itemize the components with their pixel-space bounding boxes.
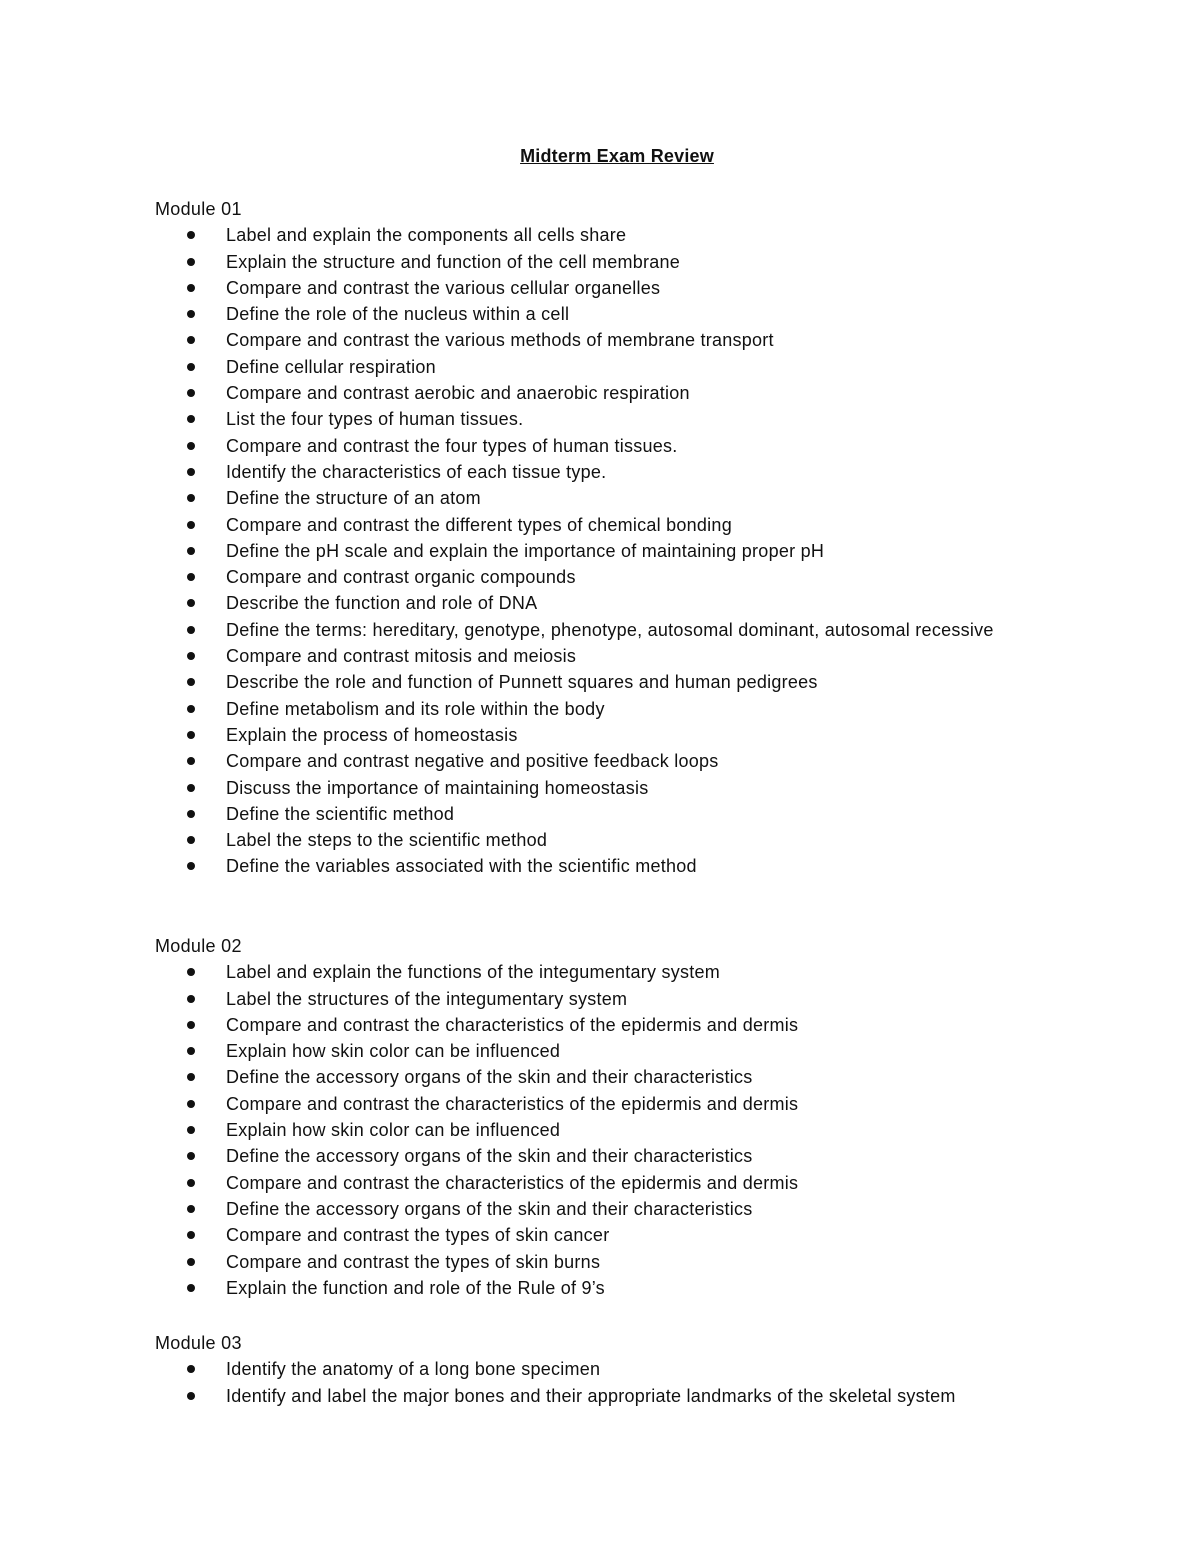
list-item xyxy=(155,485,1115,511)
bullet-icon xyxy=(187,652,195,660)
bullet-icon xyxy=(187,258,195,266)
list-item xyxy=(155,775,1115,801)
bullet-icon xyxy=(187,1073,195,1081)
list-item-text: Compare and contrast the types of skin burns xyxy=(226,1251,601,1272)
bullet-icon xyxy=(187,1100,195,1108)
list-item-text: Explain the process of homeostasis xyxy=(226,724,518,745)
bullet-icon xyxy=(187,547,195,555)
list-item-text: Define the role of the nucleus within a cell xyxy=(226,304,570,325)
bullet-icon xyxy=(187,784,195,792)
list-item xyxy=(155,222,1115,248)
list-item-text: Compare and contrast negative and positive feedback loops xyxy=(226,751,719,772)
list-item xyxy=(155,327,1115,353)
bullet-icon xyxy=(187,1047,195,1055)
bullet-icon xyxy=(187,442,195,450)
list-item xyxy=(155,1249,1115,1275)
list-item-text: Define metabolism and its role within the body xyxy=(226,698,605,719)
list-item-text: Compare and contrast the characteristics of the epidermis and dermis xyxy=(226,1014,799,1035)
objective-list xyxy=(155,959,1115,1301)
list-item xyxy=(155,643,1115,669)
bullet-icon xyxy=(187,1284,195,1292)
list-item xyxy=(155,959,1115,985)
list-item xyxy=(155,853,1115,879)
module-section xyxy=(155,1330,1115,1409)
list-item-text: Define the accessory organs of the skin and their characteristics xyxy=(226,1067,753,1088)
bullet-icon xyxy=(187,1205,195,1213)
bullet-icon xyxy=(187,521,195,529)
list-item xyxy=(155,748,1115,774)
list-item xyxy=(155,1383,1115,1409)
objective-list xyxy=(155,222,1115,879)
list-item xyxy=(155,1038,1115,1064)
list-item xyxy=(155,1117,1115,1143)
bullet-icon xyxy=(187,494,195,502)
list-item xyxy=(155,722,1115,748)
bullet-icon xyxy=(187,310,195,318)
list-item-text: Explain the function and role of the Rule of 9’s xyxy=(226,1277,605,1298)
list-item xyxy=(155,249,1115,275)
bullet-icon xyxy=(187,231,195,239)
list-item xyxy=(155,564,1115,590)
bullet-icon xyxy=(187,810,195,818)
module-section xyxy=(155,933,1115,1301)
bullet-icon xyxy=(187,1365,195,1373)
list-item xyxy=(155,986,1115,1012)
bullet-icon xyxy=(187,363,195,371)
list-item-text: Define the terms: hereditary, genotype, phenotype, autosomal dominant, autosomal recessive xyxy=(226,619,994,640)
bullet-icon xyxy=(187,573,195,581)
bullet-icon xyxy=(187,599,195,607)
bullet-icon xyxy=(187,1152,195,1160)
bullet-icon xyxy=(187,836,195,844)
bullet-icon xyxy=(187,705,195,713)
list-item-text: Compare and contrast mitosis and meiosis xyxy=(226,646,577,667)
list-item xyxy=(155,1170,1115,1196)
list-item xyxy=(155,801,1115,827)
list-item-text: Describe the function and role of DNA xyxy=(226,593,538,614)
list-item xyxy=(155,827,1115,853)
list-item-text: Discuss the importance of maintaining homeostasis xyxy=(226,777,649,798)
list-item xyxy=(155,1143,1115,1169)
bullet-icon xyxy=(187,415,195,423)
list-item-text: Label the steps to the scientific method xyxy=(226,830,548,851)
list-item-text: Compare and contrast the different types of chemical bonding xyxy=(226,514,732,535)
list-item xyxy=(155,538,1115,564)
list-item xyxy=(155,1012,1115,1038)
bullet-icon xyxy=(187,678,195,686)
list-item-text: Define the scientific method xyxy=(226,803,455,824)
list-item-text: Compare and contrast organic compounds xyxy=(226,567,576,588)
bullet-icon xyxy=(187,1392,195,1400)
bullet-icon xyxy=(187,1179,195,1187)
list-item-text: Define the pH scale and explain the importance of maintaining proper pH xyxy=(226,540,825,561)
bullet-icon xyxy=(187,1258,195,1266)
list-item-text: Label and explain the components all cells share xyxy=(226,225,627,246)
list-item xyxy=(155,1064,1115,1090)
list-item xyxy=(155,590,1115,616)
list-item-text: Compare and contrast the various cellular organelles xyxy=(226,277,661,298)
list-item-text: Describe the role and function of Punnett squares and human pedigrees xyxy=(226,672,818,693)
bullet-icon xyxy=(187,626,195,634)
module-heading: Module 01 xyxy=(155,199,242,219)
list-item-text: Identify and label the major bones and their appropriate landmarks of the skeletal system xyxy=(226,1385,956,1406)
list-item xyxy=(155,301,1115,327)
bullet-icon xyxy=(187,862,195,870)
list-item xyxy=(155,459,1115,485)
list-item-text: Explain how skin color can be influenced xyxy=(226,1120,561,1141)
list-item-text: Compare and contrast aerobic and anaerobic respiration xyxy=(226,383,690,404)
list-item xyxy=(155,406,1115,432)
list-item xyxy=(155,380,1115,406)
document-title: Midterm Exam Review xyxy=(520,146,714,166)
objective-list xyxy=(155,1356,1115,1409)
bullet-icon xyxy=(187,1231,195,1239)
list-item-text: Compare and contrast the characteristics of the epidermis and dermis xyxy=(226,1172,799,1193)
bullet-icon xyxy=(187,284,195,292)
list-item-text: Define cellular respiration xyxy=(226,356,436,377)
module-heading: Module 02 xyxy=(155,936,242,956)
module-heading: Module 03 xyxy=(155,1333,242,1353)
list-item xyxy=(155,512,1115,538)
bullet-icon xyxy=(187,389,195,397)
list-item xyxy=(155,1222,1115,1248)
bullet-icon xyxy=(187,757,195,765)
bullet-icon xyxy=(187,336,195,344)
list-item-text: Compare and contrast the types of skin cancer xyxy=(226,1225,610,1246)
bullet-icon xyxy=(187,731,195,739)
list-item-text: Identify the anatomy of a long bone specimen xyxy=(226,1359,601,1380)
list-item xyxy=(155,275,1115,301)
list-item xyxy=(155,433,1115,459)
list-item xyxy=(155,696,1115,722)
list-item-text: Explain how skin color can be influenced xyxy=(226,1041,561,1062)
module-section xyxy=(155,196,1115,880)
list-item xyxy=(155,354,1115,380)
bullet-icon xyxy=(187,1126,195,1134)
list-item-text: Define the variables associated with the scientific method xyxy=(226,856,697,877)
list-item-text: Explain the structure and function of the cell membrane xyxy=(226,251,680,272)
list-item-text: Define the structure of an atom xyxy=(226,488,481,509)
bullet-icon xyxy=(187,968,195,976)
list-item-text: Label the structures of the integumentary system xyxy=(226,988,628,1009)
list-item-text: Compare and contrast the various methods of membrane transport xyxy=(226,330,774,351)
bullet-icon xyxy=(187,468,195,476)
list-item xyxy=(155,617,1115,643)
list-item xyxy=(155,1275,1115,1301)
list-item xyxy=(155,1196,1115,1222)
list-item-text: Identify the characteristics of each tissue type. xyxy=(226,461,607,482)
list-item xyxy=(155,1356,1115,1382)
list-item-text: List the four types of human tissues. xyxy=(226,409,524,430)
list-item-text: Compare and contrast the four types of human tissues. xyxy=(226,435,678,456)
list-item-text: Define the accessory organs of the skin and their characteristics xyxy=(226,1198,753,1219)
bullet-icon xyxy=(187,1021,195,1029)
list-item xyxy=(155,669,1115,695)
list-item-text: Define the accessory organs of the skin and their characteristics xyxy=(226,1146,753,1167)
bullet-icon xyxy=(187,995,195,1003)
list-item-text: Label and explain the functions of the integumentary system xyxy=(226,962,721,983)
list-item xyxy=(155,1091,1115,1117)
list-item-text: Compare and contrast the characteristics of the epidermis and dermis xyxy=(226,1093,799,1114)
